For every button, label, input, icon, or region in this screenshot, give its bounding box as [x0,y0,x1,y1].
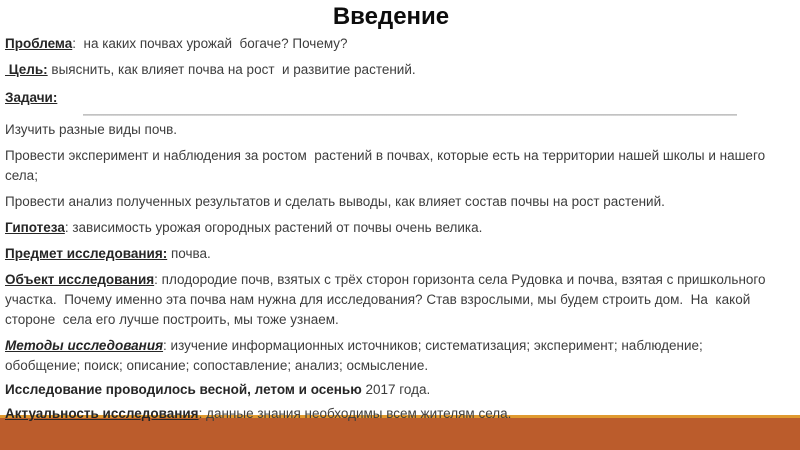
hypothesis-text: : зависимость урожая огородных растений от почвы очень велика. [64,220,483,235]
problem-text: : на каких почвах урожай богаче? Почему? [72,36,348,51]
paragraph-task-3 [5,192,777,212]
divider-line [83,114,737,116]
research-relevance-text: : данные знания необходимы всем жителям села. [198,406,512,421]
paragraph-research-relevance [5,404,777,424]
tasks-label: Задачи: [5,90,58,105]
task-1-text: Изучить разные виды почв. [5,122,178,137]
problem-label: Проблема [5,36,73,51]
task-3-text: Провести анализ полученных результатов и сделать выводы, как влияет состав почвы на рост растений. [5,194,665,209]
hypothesis-label: Гипотеза [5,220,65,235]
paragraph-tasks-heading [5,88,777,108]
research-relevance-label: Актуальность исследования [5,406,199,421]
task-2-text: Провести эксперимент и наблюдения за ростом растений в почвах, которые есть на территории нашей школы и нашего села; [5,148,769,183]
goal-label: Цель: [5,62,48,77]
research-object-text: : плодородие почв, взятых с трёх сторон горизонта села Рудовка и почва, взятая с пришкольного участка. Почему именно эта почва нам нужна для исследования? Став взрослыми, мы будем строить дом. На какой стороне села его лучше построить, мы тоже узнаем. [5,272,770,327]
research-subject-text: почва. [167,246,211,261]
goal-text: выяснить, как влияет почва на рост и развитие растений. [47,62,416,77]
paragraph-hypothesis [5,218,777,238]
paragraph-goal [5,60,777,80]
research-methods-label: Методы исследования [5,338,164,353]
paragraph-research-methods [5,336,777,376]
research-period-text: 2017 года. [361,382,431,397]
research-period-label: Исследование проводилось весной, летом и осенью [5,382,362,397]
paragraph-research-subject [5,244,777,264]
paragraph-problem [5,34,777,54]
paragraph-research-period [5,380,777,400]
research-subject-label: Предмет исследования: [5,246,168,261]
research-methods-text: : изучение информационных источников; систематизация; эксперимент; наблюдение; обобщение; поиск; описание; сопоставление; анализ; осмысление. [5,338,707,373]
paragraph-research-object [5,270,777,330]
slide-content [5,0,777,430]
research-object-label: Объект исследования [5,272,155,287]
paragraph-task-2 [5,146,777,186]
paragraph-task-1 [5,120,777,140]
slide-title: Введение [332,3,450,30]
